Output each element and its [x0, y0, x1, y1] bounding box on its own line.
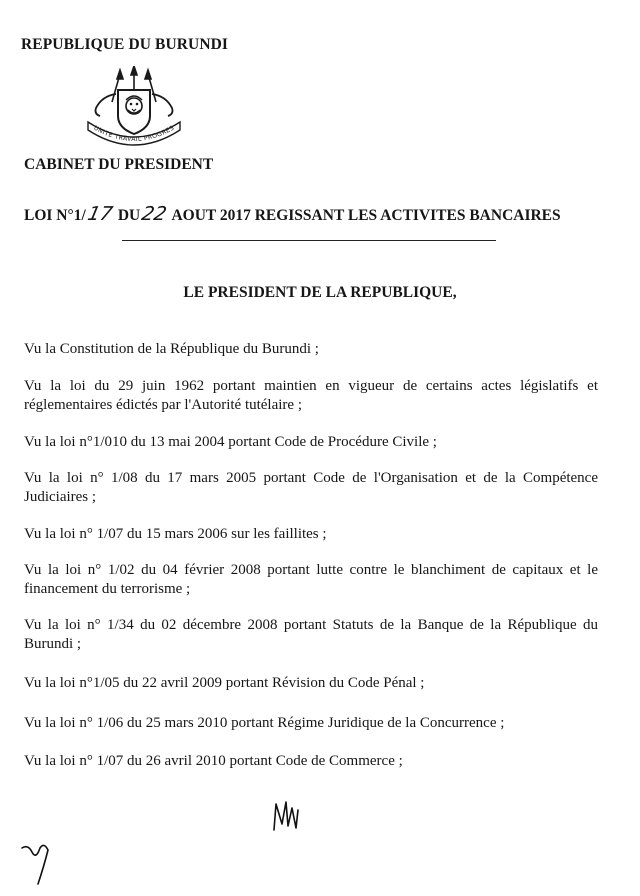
law-day-handwritten: 22: [139, 203, 169, 225]
coat-of-arms-icon: [80, 66, 188, 152]
initials-signature-right: [268, 798, 304, 834]
considerant-paragraph: Vu la loi n° 1/02 du 04 février 2008 portant lutte contre le blanchiment de capitaux et le financement du terrorisme ;: [24, 562, 598, 597]
law-title-rest: AOUT 2017 REGISSANT LES ACTIVITES BANCAIRES: [171, 207, 561, 224]
title-underline: [122, 240, 496, 241]
considerant-paragraph: Vu la loi n° 1/06 du 25 mars 2010 portant Régime Juridique de la Concurrence ;: [24, 715, 505, 731]
considerant-paragraph: Vu la loi n°1/010 du 13 mai 2004 portant Code de Procédure Civile ;: [24, 434, 437, 450]
law-number-handwritten: 17: [85, 203, 115, 225]
considerant-paragraph: Vu la loi n°1/05 du 22 avril 2009 portant Révision du Code Pénal ;: [24, 675, 425, 691]
svg-text:UNITE TRAVAIL PROGRES: UNITE TRAVAIL PROGRES: [92, 124, 176, 144]
cabinet-header: CABINET DU PRESIDENT: [24, 156, 214, 173]
republic-header: REPUBLIQUE DU BURUNDI: [21, 36, 229, 53]
considerant-paragraph: Vu la loi n° 1/08 du 17 mars 2005 portant Code de l'Organisation et de la Compétence Judiciaires ;: [24, 470, 598, 505]
considerant-paragraph: Vu la loi du 29 juin 1962 portant maintien en vigueur de certains actes législatifs et réglementaires édictés par l'Autorité tutélaire ;: [24, 378, 598, 413]
law-prefix: LOI N°1/: [24, 207, 86, 224]
considerant-paragraph: Vu la Constitution de la République du Burundi ;: [24, 341, 319, 357]
considerant-paragraph: Vu la loi n° 1/07 du 15 mars 2006 sur les faillites ;: [24, 526, 327, 542]
law-du: DU: [117, 207, 141, 224]
law-title: [24, 203, 561, 225]
initials-signature-left: [18, 840, 56, 886]
president-heading: LE PRESIDENT DE LA REPUBLIQUE,: [183, 284, 457, 301]
considerant-paragraph: Vu la loi n° 1/34 du 02 décembre 2008 portant Statuts de la Banque de la République du Burundi ;: [24, 617, 598, 652]
considerant-paragraph: Vu la loi n° 1/07 du 26 avril 2010 portant Code de Commerce ;: [24, 753, 403, 769]
